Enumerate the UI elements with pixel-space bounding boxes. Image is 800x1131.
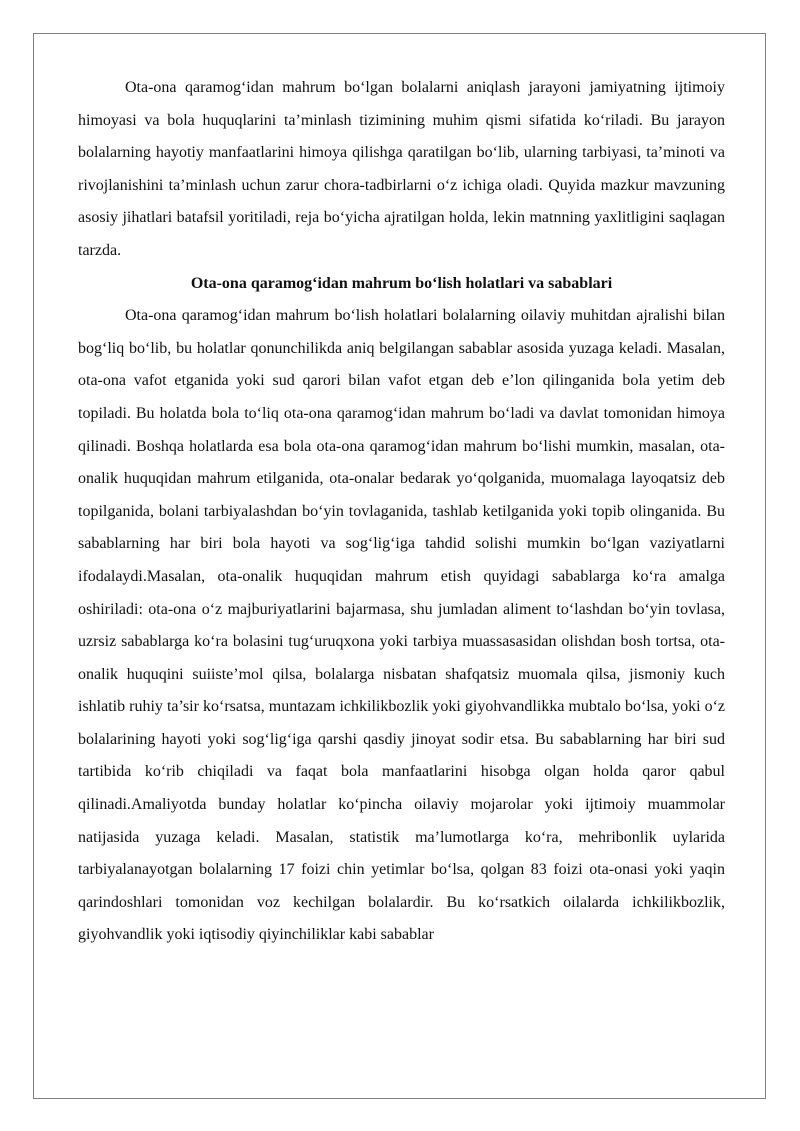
document-body <box>78 72 725 952</box>
body-paragraph: Ota-ona qaramog‘idan mahrum bo‘lish holatlari bolalarning oilaviy muhitdan ajralishi bilan bog‘liq bo‘lib, bu holatlar qonunchilikda aniq belgilangan sabablar asosida yuzaga keladi. Masalan, ota-ona vafot etganida yoki sud qarori bilan vafot etgan deb e’lon qilinganida bola yetim deb topiladi. Bu holatda bola to‘liq ota-ona qaramog‘idan mahrum bo‘ladi va davlat tomonidan himoya qilinadi. Boshqa holatlarda esa bola ota-ona qaramog‘idan mahrum bo‘lishi mumkin, masalan, ota-onalik huquqidan mahrum etilganida, ota-onalar bedarak yo‘qolganida, muomalaga layoqatsiz deb topilganida, bolani tarbiyalashdan bo‘yin tovlaganida, tashlab ketilganida yoki topib olinganida. Bu sabablarning har biri bola hayoti va sog‘lig‘iga tahdid solishi mumkin bo‘lgan vaziyatlarni ifodalaydi.Masalan, ota-onalik huquqidan mahrum etish quyidagi sabablarga ko‘ra amalga oshiriladi: ota-ona o‘z majburiyatlarini bajarmasa, shu jumladan aliment to‘lashdan bo‘yin tovlasa, uzrsiz sabablarga ko‘ra bolasini tug‘uruqxona yoki tarbiya muassasasidan olishdan bosh tortsa, ota-onalik huquqini suiiste’mol qilsa, bolalarga nisbatan shafqatsiz muomala qilsa, jismoniy kuch ishlatib ruhiy ta’sir ko‘rsatsa, muntazam ichkilikbozlik yoki giyohvandlikka mubtalo bo‘lsa, yoki o‘z bolalarining hayoti yoki sog‘lig‘iga qarshi qasdiy jinoyat sodir etsa. Bu sabablarning har biri sud tartibida ko‘rib chiqiladi va faqat bola manfaatlarini hisobga olgan holda qaror qabul qilinadi.Amaliyotda bunday holatlar ko‘pincha oilaviy mojarolar yoki ijtimoiy muammolar natijasida yuzaga keladi. Masalan, statistik ma’lumotlarga ko‘ra, mehribonlik uylarida tarbiyalanayotgan bolalarning 17 foizi chin yetimlar bo‘lsa, qolgan 83 foizi ota-onasi yoki yaqin qarindoshlari tomonidan voz kechilgan bolalardir. Bu ko‘rsatkich oilalarda ichkilikbozlik, giyohvandlik yoki iqtisodiy qiyinchiliklar kabi sabablar <box>78 307 725 944</box>
intro-paragraph: Ota-ona qaramog‘idan mahrum bo‘lgan bolalarni aniqlash jarayoni jamiyatning ijtimoiy himoyasi va bola huquqlarini ta’minlash tizimining muhim qismi sifatida ko‘riladi. Bu jarayon bolalarning hayotiy manfaatlarini himoya qilishga qaratilgan bo‘lib, ularning tarbiyasi, ta’minoti va rivojlanishini ta’minlash uchun zarur chora-tadbirlarni o‘z ichiga oladi. Quyida mazkur mavzuning asosiy jihatlari batafsil yoritiladi, reja bo‘yicha ajratilgan holda, lekin matnning yaxlitligini saqlagan tarzda. <box>78 79 725 259</box>
section-heading: Ota-ona qaramog‘idan mahrum bo‘lish holatlari va sabablari <box>190 274 613 292</box>
